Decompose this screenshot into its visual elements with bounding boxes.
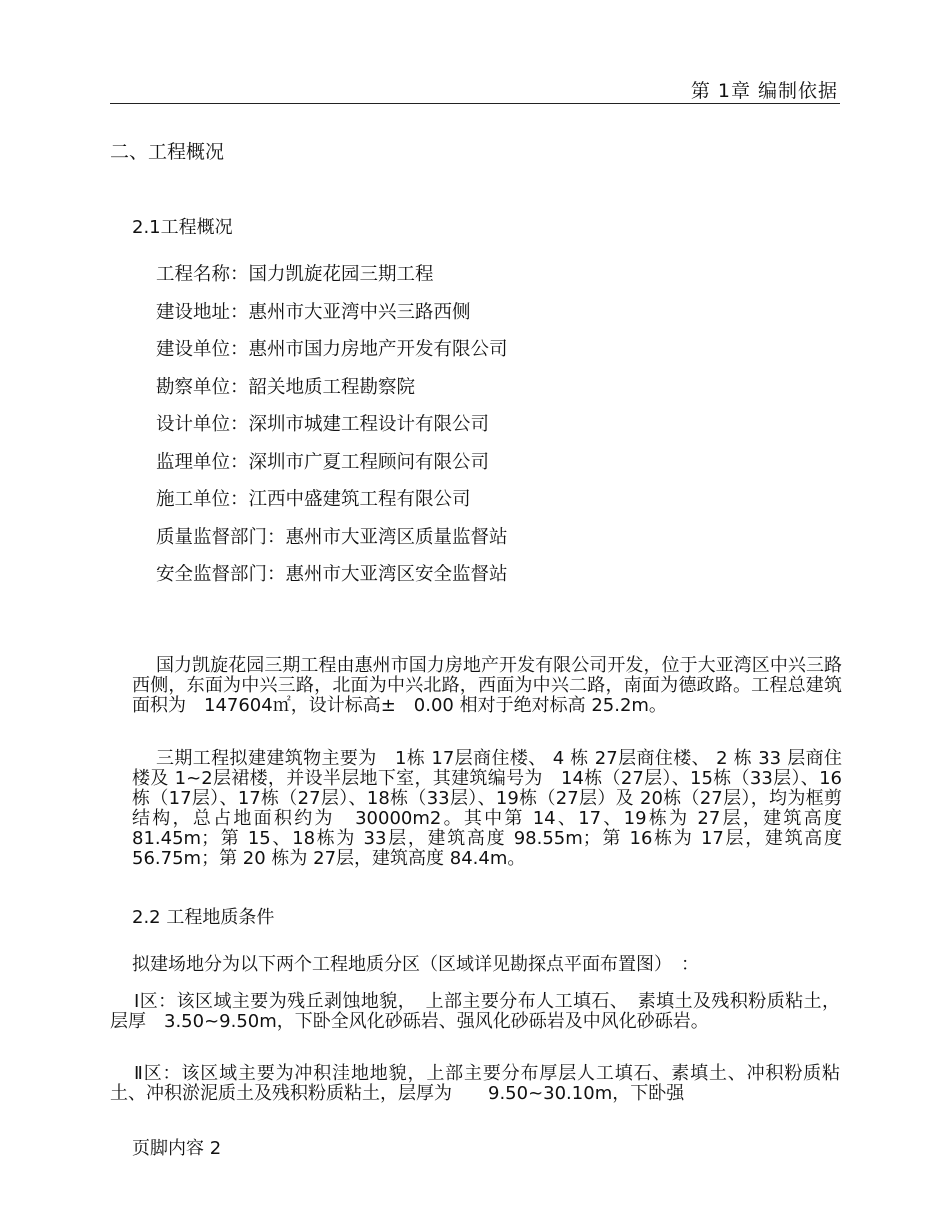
section-heading: 二、工程概况 bbox=[110, 141, 225, 163]
info-item: 安全监督部门：惠州市大亚湾区安全监督站 bbox=[156, 564, 508, 585]
geology-intro: 拟建场地分为以下两个工程地质分区（区域详见勘探点平面布置图） ： bbox=[132, 954, 699, 975]
info-item: 设计单位：深圳市城建工程设计有限公司 bbox=[156, 414, 490, 435]
info-item: 建设地址：惠州市大亚湾中兴三路西侧 bbox=[156, 301, 471, 323]
geology-zone-2: Ⅱ区：该区域主要为冲积洼地地貌，上部主要分布厚层人工填石、素填土、冲积粉质粘土、冲积淤泥质土及残积粉质粘土，层厚为 9.50~30.10m，下卧强 bbox=[110, 1063, 840, 1104]
overview-heading: 2.1工程概况 bbox=[132, 217, 233, 238]
info-item: 监理单位：深圳市广夏工程顾问有限公司 bbox=[156, 451, 490, 473]
header-divider bbox=[110, 103, 840, 104]
page-header-title: 第 1章 编制依据 bbox=[690, 80, 838, 102]
geology-heading: 2.2 工程地质条件 bbox=[132, 907, 275, 928]
info-item: 质量监督部门：惠州市大亚湾区质量监督站 bbox=[156, 526, 508, 548]
overview-paragraph-location: 国力凯旋花园三期工程由惠州市国力房地产开发有限公司开发，位于大亚湾区中兴三路西侧，东面为中兴三路，北面为中兴北路，西面为中兴二路，南面为德政路。工程总建筑面积为 147604㎡，设计标高± 0.00 相对于绝对标高 25.2m。 bbox=[132, 655, 842, 716]
overview-paragraph-buildings: 三期工程拟建建筑物主要为 1栋 17层商住楼、 4 栋 27层商住楼、 2 栋 33 层商住楼及 1~2层裙楼，并设半层地下室，其建筑编号为 14栋（27层）、15栋（33层）、16栋（17层）、17栋（27层）、18栋（33层）、19栋（27层）及 20栋（27层），均为框剪结构，总占地面积约为 30000m2。其中第 14、17、19栋为 27层，建筑高度 81.45m；第 15、18栋为 33层，建筑高度 98.55m；第 16栋为 17层，建筑高度 56.75m；第 20 栋为 27层，建筑高度 84.4m。 bbox=[132, 748, 842, 869]
info-item: 勘察单位：韶关地质工程勘察院 bbox=[156, 376, 416, 398]
info-item: 施工单位：江西中盛建筑工程有限公司 bbox=[156, 489, 471, 510]
info-item: 工程名称：国力凯旋花园三期工程 bbox=[156, 264, 434, 285]
info-item: 建设单位：惠州市国力房地产开发有限公司 bbox=[156, 339, 508, 360]
geology-zone-1: Ⅰ区：该区域主要为残丘剥蚀地貌， 上部主要分布人工填石、 素填土及残积粉质粘土，层厚 3.50~9.50m，下卧全风化砂砾岩、强风化砂砾岩及中风化砂砾岩。 bbox=[110, 991, 840, 1032]
project-info-list bbox=[156, 262, 508, 600]
page-footer: 页脚内容 2 bbox=[132, 1138, 222, 1159]
